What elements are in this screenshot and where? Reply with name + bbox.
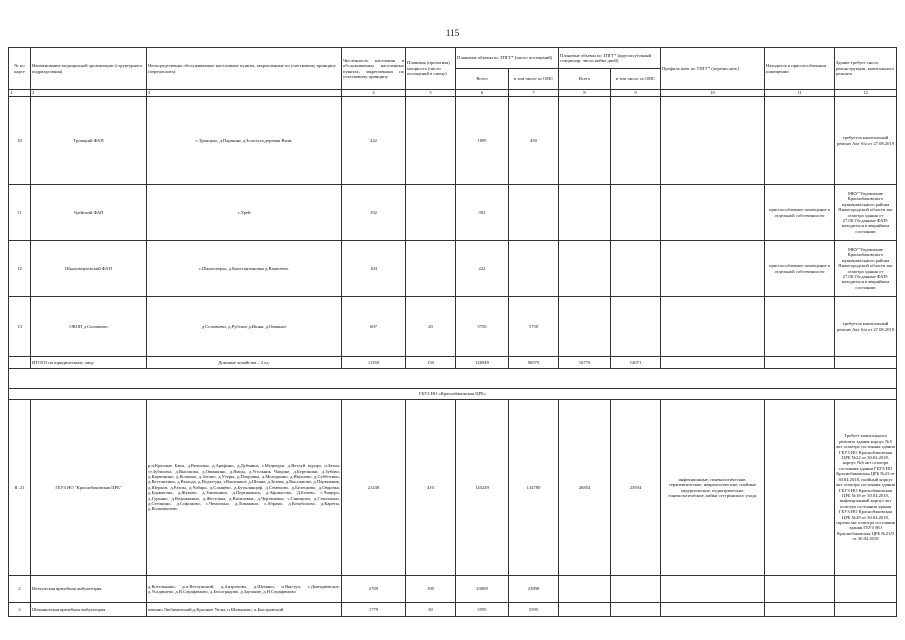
settlements: с.Урей bbox=[147, 185, 342, 241]
beds-oms bbox=[611, 97, 661, 185]
organization-name: ОВОП д.Соловьево bbox=[31, 297, 147, 357]
header-visits-group: Плановые объемы по ТПГГ* (число посещений) bbox=[456, 48, 559, 69]
row-number: 11 bbox=[9, 185, 31, 241]
header-row bbox=[9, 48, 897, 69]
header-capacity: Плановая (проектная) мощность (число посещений в смену) bbox=[406, 48, 456, 90]
visits-oms bbox=[509, 241, 559, 297]
adapted-premises bbox=[765, 603, 835, 617]
settlements: р.п.Красные Баки, д.Ряпушки, д.Арефино, д.Дубники, з.Медведки, д.Ветлуй курорт, п.Затон, ст.Зубилиха, д.Высокова, д.Овинкино, д.Ямцы, д.Угольник Чащоне, д.Березники, д.Зубово, д.Карпинино, д.Колкино, д.Зотово, д.Утеры, д.Покровка, д.Моходкино, д.Якушово, д.Субботино, д.Ветелихино, д.Вылода, д.Подъезды, т.Вашешкот, д.Шеяна, д.Зезева, д.Высокиово, д.Пертяжинк, д.Шерков, д.Разпы, д.Чабарь, д.Слащёво, д.Бутылянцоф, д.Семеново, д.Белецково, д.Овцовка, д.Бормятово, д.Жуково, д.Тимошино, д.Пертяжинск, д.Афонасово, Д.Бочево, с.Чащеро, д.Гурьяно, д.Ведьмякино, д.Жестовка, д.Васильвки, д.Чертановка, с.Свинцово, д.Стволмано, д.Степкино, д.Софоново, с.Чемлихно, д.Ломакино, с.Абрамо, д.Кочаболово, д.Кареты, д.Волковылево bbox=[147, 400, 342, 576]
header-beds-group: Плановые объемы по ТПГГ* (круглосуточный стационар, число койко-дней) bbox=[559, 48, 661, 69]
capacity: 30 bbox=[406, 603, 456, 617]
visits-total: 392 bbox=[456, 185, 509, 241]
organization-name: Шемяновская врачебная амбулатория bbox=[31, 603, 147, 617]
visits-total: 5750 bbox=[456, 297, 509, 357]
table-row bbox=[9, 400, 897, 576]
beds-oms: 23934 bbox=[611, 400, 661, 576]
column-number: 7 bbox=[509, 90, 559, 97]
capacity: 410 bbox=[406, 400, 456, 576]
column-number: 1 bbox=[9, 90, 31, 97]
row-number: 13 bbox=[9, 297, 31, 357]
page-number: 115 bbox=[445, 28, 460, 38]
header-settlements: Непосредственно обслуживаемые населенные пункты, закрепленные по участковому принципу (перечислить) bbox=[147, 48, 342, 90]
column-number: 8 bbox=[559, 90, 611, 97]
beds-total: 26854 bbox=[559, 400, 611, 576]
row-number: 12 bbox=[9, 241, 31, 297]
adapted-premises bbox=[765, 297, 835, 357]
organization-name: ГБУЗ НО "Краснобаковская ЦРБ" bbox=[31, 400, 147, 576]
header-repair-needed: Здание требует сноса, реконструкции, капитального ремонта bbox=[835, 48, 897, 90]
visits-oms: 23898 bbox=[509, 576, 559, 603]
column-number: 4 bbox=[342, 90, 406, 97]
organization-name: Ветлужская врачебная амбулатория bbox=[31, 576, 147, 603]
beds-total bbox=[559, 603, 611, 617]
bed-profile bbox=[661, 97, 765, 185]
section-gap bbox=[9, 369, 897, 389]
header-map-number: № по карте bbox=[9, 48, 31, 90]
column-number: 10 bbox=[661, 90, 765, 97]
repair-needed: МКУ"Управление Краснобаковского муниципального района Нижегородской области акт осмотра здания от 27.08.19г.данные ФАП- находиться в аварийном состоянии bbox=[835, 241, 897, 297]
row-number: II. 21 bbox=[9, 400, 31, 576]
beds-total bbox=[559, 576, 611, 603]
adapted-premises bbox=[765, 576, 835, 603]
column-number: 6 bbox=[456, 90, 509, 97]
column-number: 9 bbox=[611, 90, 661, 97]
total-visits-oms: 96975 bbox=[509, 357, 559, 369]
total-settlements: Домовые хозяйства – 2 ед. bbox=[147, 357, 342, 369]
planning-table bbox=[8, 47, 897, 617]
visits-total: 222 bbox=[456, 241, 509, 297]
column-number: 5 bbox=[406, 90, 456, 97]
visits-total: 1095 bbox=[456, 97, 509, 185]
population: 2709 bbox=[342, 576, 406, 603]
visits-total: 5595 bbox=[456, 603, 509, 617]
table-row bbox=[9, 241, 897, 297]
table-row bbox=[9, 297, 897, 357]
settlements: именно Любимовский,д.Красные Уклы, п.Шеманово, п.Быстровский bbox=[147, 603, 342, 617]
row-number: 2 bbox=[9, 576, 31, 603]
total-row bbox=[9, 357, 897, 369]
table-row bbox=[9, 603, 897, 617]
bed-profile bbox=[661, 185, 765, 241]
population: 192 bbox=[342, 185, 406, 241]
visits-oms: 5595 bbox=[509, 603, 559, 617]
total-capacity: 150 bbox=[406, 357, 456, 369]
settlements: с.Троицкое, д.Паршино д.Золотуха,деревня Вяли, bbox=[147, 97, 342, 185]
settlements: д.Котельники, р.п.Ветлужский, д.Антропово, д.Шемяно, п.Выступ, с.Дмитриевское, д.Усадищево, д.В.Серафимово, д.Белогрядово, д.Здешние, д.Н.Серафимово bbox=[147, 576, 342, 603]
header-beds-total: Всего bbox=[559, 69, 611, 90]
table-row bbox=[9, 97, 897, 185]
beds-total bbox=[559, 297, 611, 357]
header-visits-total: Всего bbox=[456, 69, 509, 90]
repair-needed: МКУ"Управление Краснобаковского муниципального района Нижегородской области акт осмотра здания от 27.08.19г.данные ФАП- находиться в аварийном состоянии bbox=[835, 185, 897, 241]
table-row bbox=[9, 576, 897, 603]
header-population: Численность населения в обслуживаемых населенных пунктах, закрепленных по участковому принципу bbox=[342, 48, 406, 90]
column-number: 12 bbox=[835, 90, 897, 97]
population: 607 bbox=[342, 297, 406, 357]
header-visits-oms: в том числе за ОМС bbox=[509, 69, 559, 90]
population: 104 bbox=[342, 241, 406, 297]
bed-profile bbox=[661, 241, 765, 297]
column-number: 11 bbox=[765, 90, 835, 97]
total-label: ИТОГО по юридическому лицу bbox=[31, 357, 147, 369]
organization-name: Троицкий ФАП bbox=[31, 97, 147, 185]
organization-name: Урейский ФАП bbox=[31, 185, 147, 241]
visits-oms: 134780 bbox=[509, 400, 559, 576]
row-number: 10 bbox=[9, 97, 31, 185]
visits-total: 145249 bbox=[456, 400, 509, 576]
beds-oms bbox=[611, 185, 661, 241]
header-bed-profile: Профиль коек по ТПГГ* (перечислить) bbox=[661, 48, 765, 90]
column-number: 3 bbox=[147, 90, 342, 97]
beds-total bbox=[559, 97, 611, 185]
bed-profile bbox=[661, 297, 765, 357]
repair-needed: требуется капитальный ремонт Акт б/н от 27.08.2019 bbox=[835, 297, 897, 357]
repair-needed: требуется капитальный ремонт Акт б/н от 27.08.2019 bbox=[835, 97, 897, 185]
bed-profile bbox=[661, 603, 765, 617]
beds-oms bbox=[611, 576, 661, 603]
capacity bbox=[406, 97, 456, 185]
visits-oms: 5750 bbox=[509, 297, 559, 357]
header-adapted-premises: Находится в приспособленном помещении bbox=[765, 48, 835, 90]
total-visits: 126949 bbox=[456, 357, 509, 369]
total-beds: 16770 bbox=[559, 357, 611, 369]
total-population: 11350 bbox=[342, 357, 406, 369]
capacity: 100 bbox=[406, 576, 456, 603]
visits-oms bbox=[509, 185, 559, 241]
column-number: 2 bbox=[31, 90, 147, 97]
total-beds-oms: 14071 bbox=[611, 357, 661, 369]
population: 1779 bbox=[342, 603, 406, 617]
settlements: с.Шкаловерхь, д.Константиновка д.Вашелево. bbox=[147, 241, 342, 297]
organization-name: Шкаловерховский ФАП bbox=[31, 241, 147, 297]
beds-oms bbox=[611, 241, 661, 297]
capacity: 20 bbox=[406, 297, 456, 357]
population: 242 bbox=[342, 97, 406, 185]
adapted-premises bbox=[765, 400, 835, 576]
visits-total: 23808 bbox=[456, 576, 509, 603]
header-organization: Наименование медицинской организации (структурного подразделения) bbox=[31, 48, 147, 90]
column-number-row bbox=[9, 90, 897, 97]
beds-total bbox=[559, 241, 611, 297]
section-title: ГБУЗ НО «Краснобаковская ЦРБ» bbox=[9, 389, 897, 400]
bed-profile bbox=[661, 576, 765, 603]
beds-oms bbox=[611, 297, 661, 357]
table-row bbox=[9, 185, 897, 241]
row-number: 3 bbox=[9, 603, 31, 617]
adapted-premises: приспособленное помещение в отдельной собственности bbox=[765, 241, 835, 297]
repair-needed bbox=[835, 603, 897, 617]
header-beds-oms: в том числе за ОМС bbox=[611, 69, 661, 90]
section-header-row bbox=[9, 389, 897, 400]
adapted-premises bbox=[765, 97, 835, 185]
capacity bbox=[406, 241, 456, 297]
repair-needed bbox=[835, 576, 897, 603]
beds-total bbox=[559, 185, 611, 241]
population: 21438 bbox=[342, 400, 406, 576]
beds-oms bbox=[611, 603, 661, 617]
adapted-premises: приспособленное помещение в отдельной собственности bbox=[765, 185, 835, 241]
repair-needed: Требует капитального ремонта здания корпус №5 акт осмотра состояния здания ГБУЗ НО Краснобаковская ЦРБ №22 от 30.04.2018, корпус №6 акт осмотра состояния здания ГБУЗ НО Краснобаковская ЦРБ №23 от 30.04.2018, гнойный корпус акт осмотра состояния здания ГБУЗ НО Краснобаковская ЦРБ №18 от 30.04.2018, инфекционный корпус акт осмотра состояния здания ГБУЗ НО Краснобаковская ЦРБ №28 от 30.04.2018, скрепи акт осмотра состояния здания ГБУЗ НО Краснобаковская ЦРБ №21/9 от 30.04.2018 bbox=[835, 400, 897, 576]
bed-profile: инфекционные, гинекологические, терапевтические, неврологические, гнойные хирургические, педиатрические, гинекологические, койки сестринского ухода bbox=[661, 400, 765, 576]
settlements: д.Соловьево, д.Рубское,д.Ишня, д.Овинное bbox=[147, 297, 342, 357]
capacity bbox=[406, 185, 456, 241]
visits-oms: 450 bbox=[509, 97, 559, 185]
